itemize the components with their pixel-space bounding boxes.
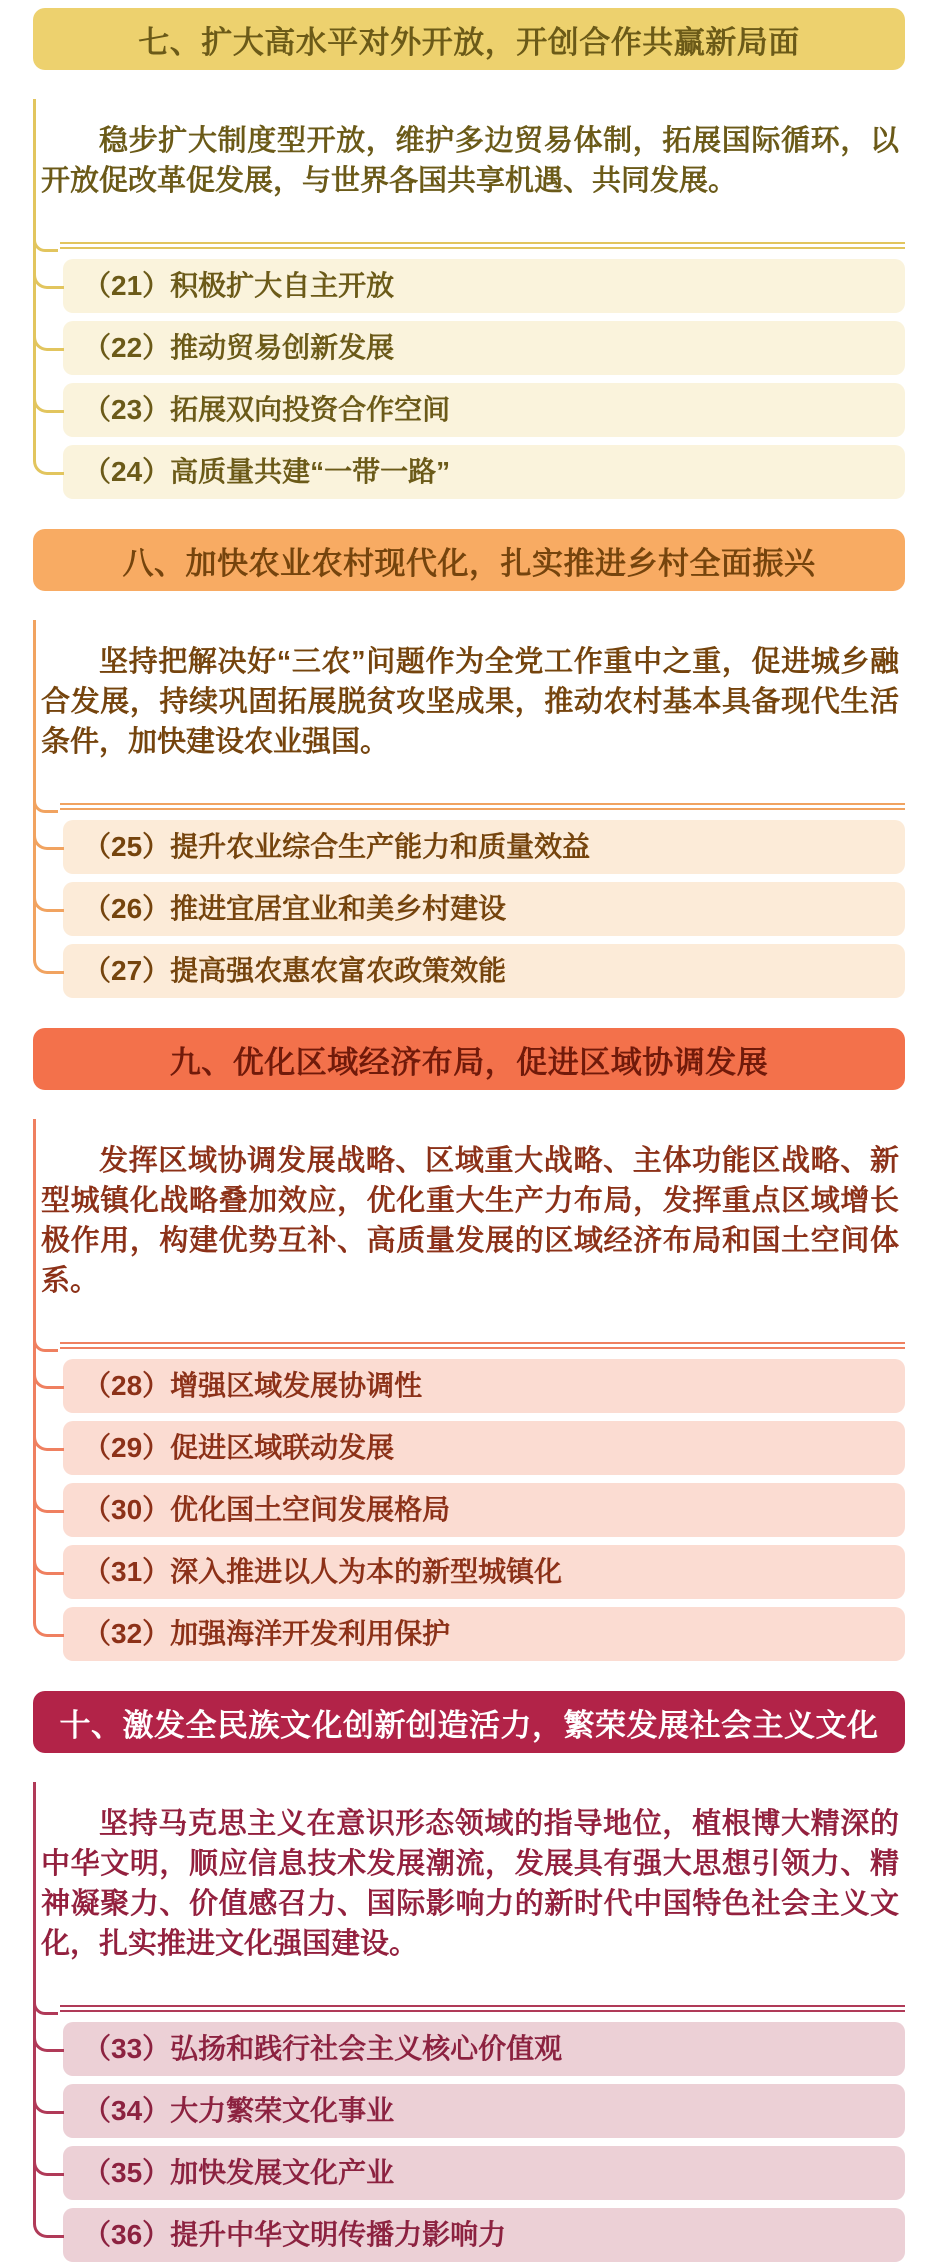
list-item-label: （32）加强海洋开发利用保护 — [63, 1607, 905, 1661]
section-title: 十、激发全民族文化创新创造活力，繁荣发展社会主义文化 — [59, 1707, 879, 1743]
list-item-label: （21）积极扩大自主开放 — [63, 259, 905, 313]
section-title: 八、加快农业农村现代化，扎实推进乡村全面振兴 — [122, 545, 816, 581]
section-item-list — [33, 820, 905, 998]
branch-connector-line — [33, 2073, 64, 2114]
list-item-label: （30）优化国土空间发展格局 — [63, 1483, 905, 1537]
list-item — [63, 383, 905, 437]
list-item — [63, 944, 905, 998]
branch-connector-line — [33, 2135, 64, 2176]
list-item-label: （31）深入推进以人为本的新型城镇化 — [63, 1545, 905, 1599]
double-line-divider — [60, 803, 905, 810]
branch-connector-line — [33, 434, 64, 475]
double-line-divider — [60, 1342, 905, 1349]
list-item-label: （36）提升中华文明传播力影响力 — [63, 2208, 905, 2262]
list-item — [63, 1421, 905, 1475]
section-item-list — [33, 259, 905, 499]
section-summary-paragraph: 坚持把解决好“三农”问题作为全党工作重中之重，促进城乡融合发展，持续巩固拓展脱贫攻坚成果，推动农村基本具备现代生活条件，加快建设农业强国。 — [41, 646, 899, 758]
section-body — [33, 1782, 905, 2262]
list-item — [63, 2208, 905, 2262]
outline-section — [33, 1691, 905, 2262]
list-item-label: （29）促进区域联动发展 — [63, 1421, 905, 1475]
section-item-list — [33, 1359, 905, 1661]
list-item — [63, 445, 905, 499]
section-summary-paragraph: 稳步扩大制度型开放，维护多边贸易体制，拓展国际循环，以开放促改革促发展，与世界各国共享机遇、共同发展。 — [41, 125, 899, 197]
branch-connector-line — [33, 809, 64, 850]
section-header — [33, 1028, 905, 1090]
list-item — [63, 1607, 905, 1661]
branch-connector-line — [33, 1348, 64, 1389]
section-title: 九、优化区域经济布局，促进区域协调发展 — [169, 1044, 769, 1080]
section-body — [33, 99, 905, 499]
section-summary-paragraph: 坚持马克思主义在意识形态领域的指导地位，植根博大精深的中华文明，顺应信息技术发展潮流，发展具有强大思想引领力、精神凝聚力、价值感召力、国际影响力的新时代中国特色社会主义文化，扎实推进文化强国建设。 — [41, 1808, 899, 1960]
outline-section — [33, 529, 905, 998]
list-item-label: （26）推进宜居宜业和美乡村建设 — [63, 882, 905, 936]
list-item — [63, 1359, 905, 1413]
outline-section — [33, 8, 905, 499]
list-item-label: （28）增强区域发展协调性 — [63, 1359, 905, 1413]
branch-connector-line — [33, 310, 64, 351]
section-header — [33, 1691, 905, 1753]
section-item-list — [33, 2022, 905, 2262]
list-item-label: （34）大力繁荣文化事业 — [63, 2084, 905, 2138]
list-item-label: （22）推动贸易创新发展 — [63, 321, 905, 375]
list-item-label: （23）拓展双向投资合作空间 — [63, 383, 905, 437]
list-item — [63, 2146, 905, 2200]
branch-connector-line — [33, 1596, 64, 1637]
list-item — [63, 321, 905, 375]
double-line-divider — [60, 242, 905, 249]
branch-connector-line — [33, 1534, 64, 1575]
branch-connector-line — [33, 372, 64, 413]
section-body — [33, 1119, 905, 1661]
list-item — [63, 882, 905, 936]
list-item — [63, 1483, 905, 1537]
list-item — [63, 2084, 905, 2138]
branch-connector-line — [33, 1472, 64, 1513]
section-header — [33, 8, 905, 70]
list-item — [63, 2022, 905, 2076]
section-header — [33, 529, 905, 591]
branch-connector-line — [33, 871, 64, 912]
list-item — [63, 259, 905, 313]
tree-trunk-line — [33, 620, 36, 960]
section-summary-paragraph: 发挥区域协调发展战略、区域重大战略、主体功能区战略、新型城镇化战略叠加效应，优化重大生产力布局，发挥重点区域增长极作用，构建优势互补、高质量发展的区域经济布局和国土空间体系。 — [41, 1145, 899, 1297]
branch-connector-line — [33, 2197, 64, 2238]
list-item-label: （35）加快发展文化产业 — [63, 2146, 905, 2200]
section-title: 七、扩大高水平对外开放，开创合作共赢新局面 — [138, 24, 800, 60]
branch-connector-line — [33, 248, 64, 289]
outline-section — [33, 1028, 905, 1661]
branch-connector-line — [33, 1410, 64, 1451]
list-item — [63, 1545, 905, 1599]
double-line-divider — [60, 2005, 905, 2012]
list-item — [63, 820, 905, 874]
branch-connector-line — [33, 933, 64, 974]
branch-connector-line — [33, 2011, 64, 2052]
list-item-label: （24）高质量共建“一带一路” — [63, 445, 905, 499]
section-body — [33, 620, 905, 998]
list-item-label: （25）提升农业综合生产能力和质量效益 — [63, 820, 905, 874]
list-item-label: （33）弘扬和践行社会主义核心价值观 — [63, 2022, 905, 2076]
list-item-label: （27）提高强农惠农富农政策效能 — [63, 944, 905, 998]
outline-sections — [0, 8, 933, 2262]
